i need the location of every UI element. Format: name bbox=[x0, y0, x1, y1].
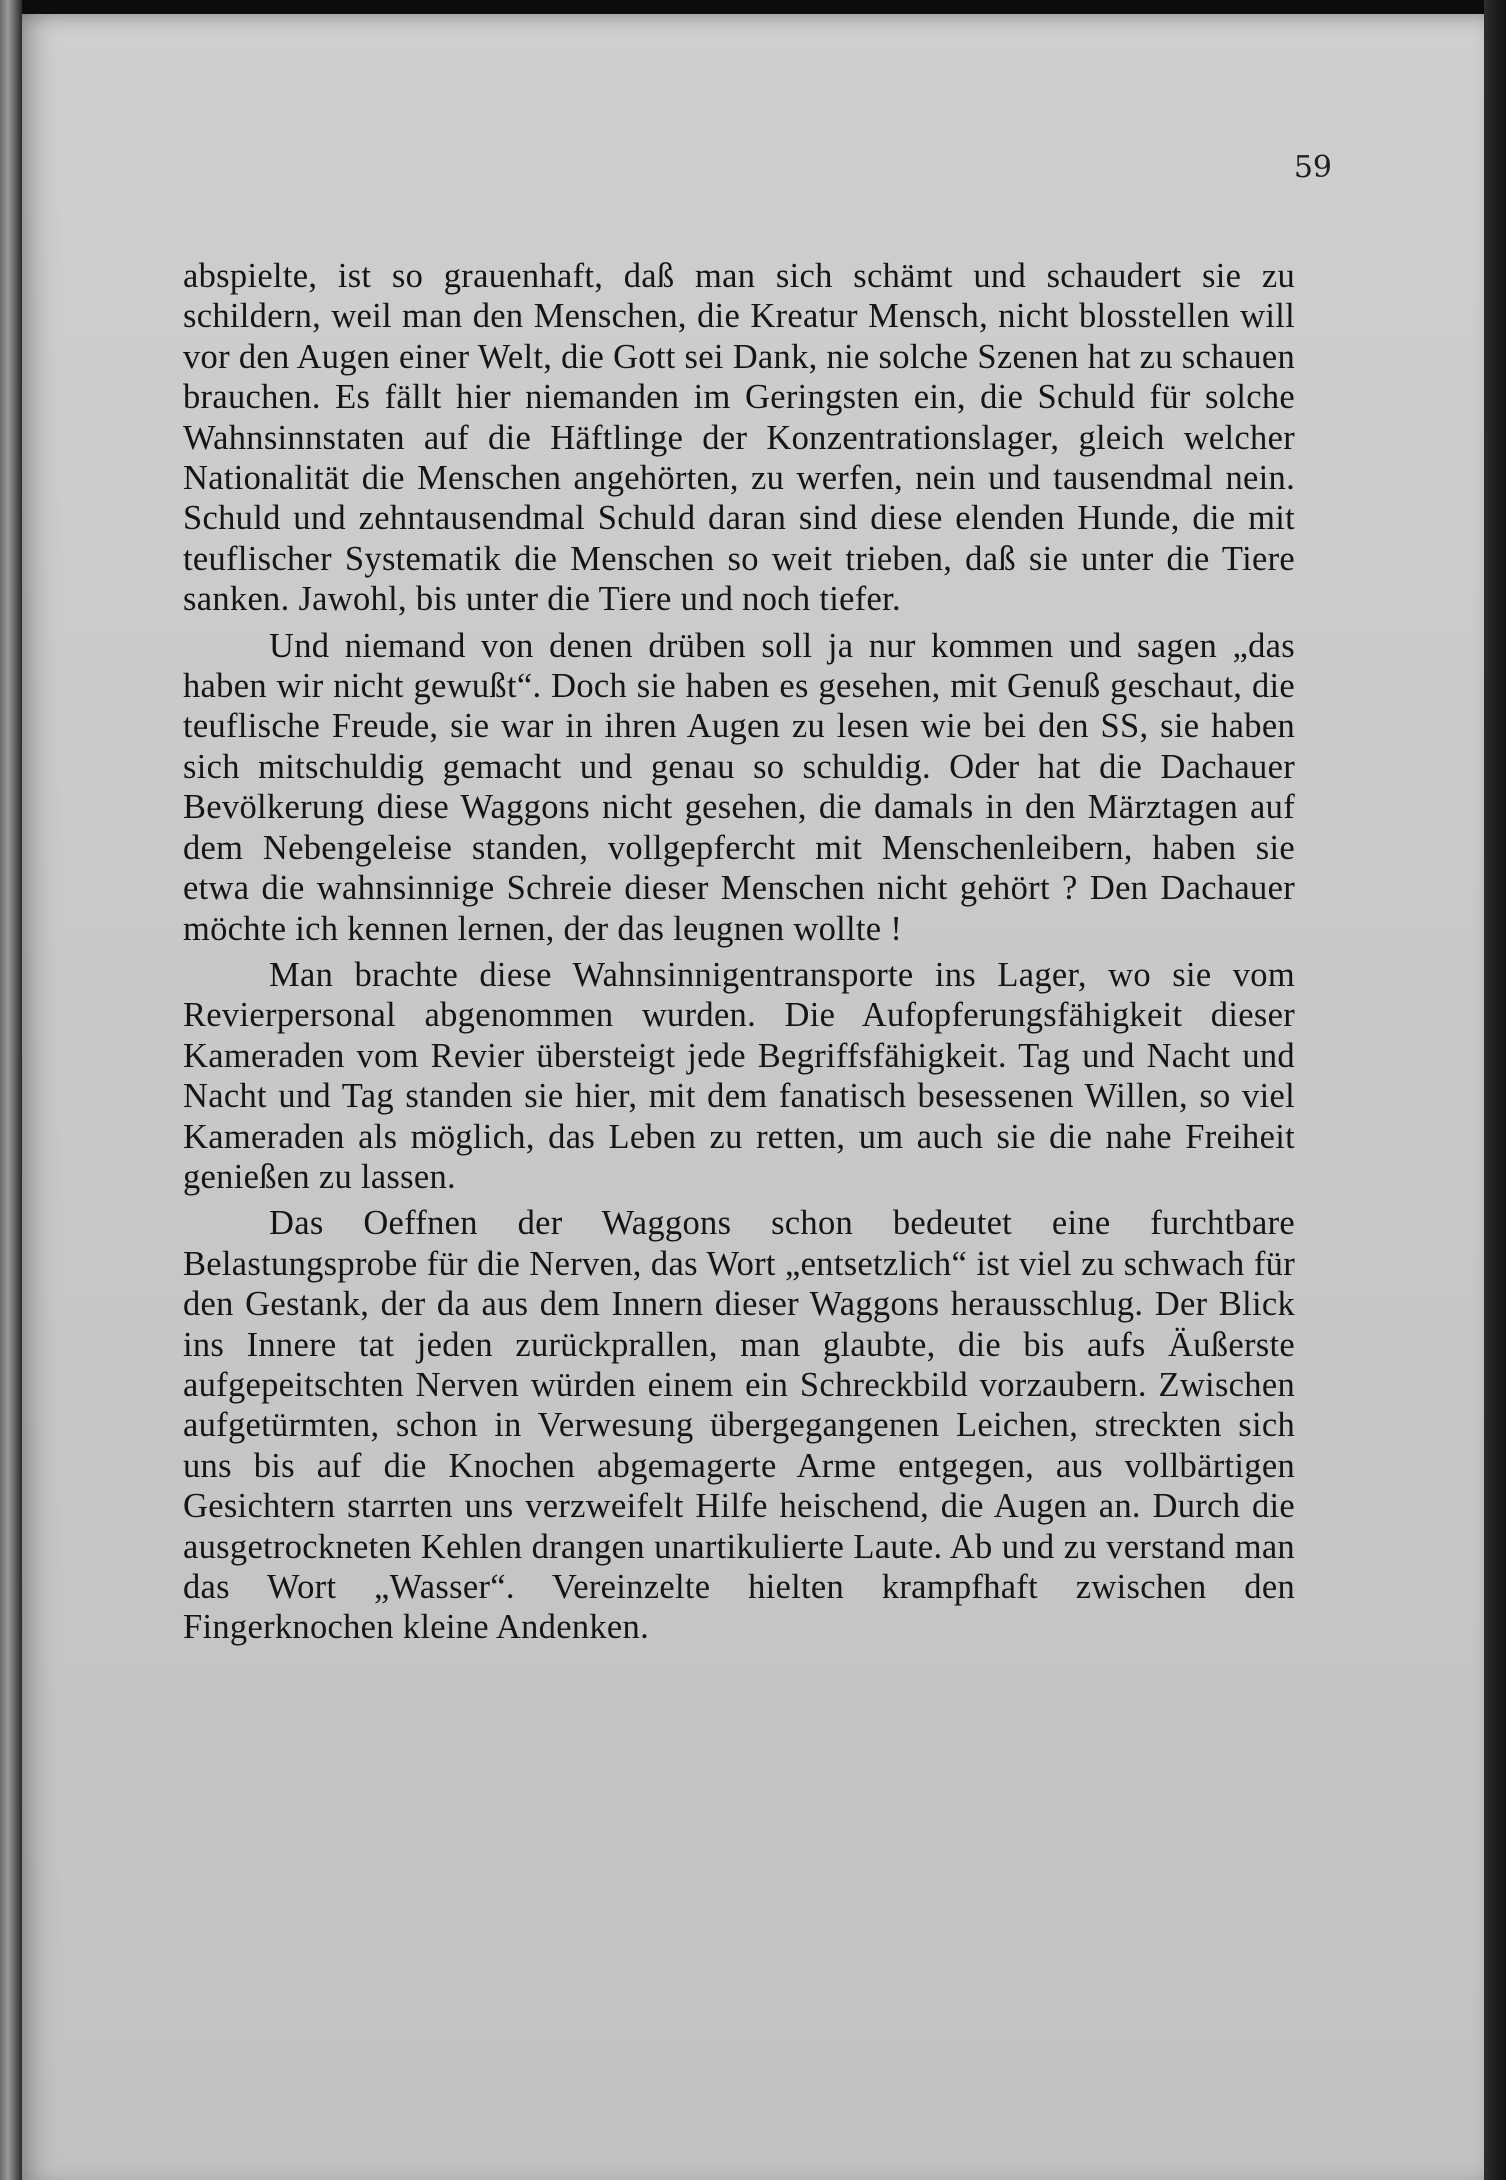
paragraph-2: Und niemand von denen drüben soll ja nur kommen und sagen „das haben wir nicht gewußt“. Doch sie haben es gesehen, mit Genuß geschaut, die teuflische Freude, sie war in ihren Augen zu lesen wie bei den SS, sie haben sich mitschuldig gemacht und genau so schuldig. Oder hat die Dachauer Bevölkerung diese Waggons nicht gesehen, die damals in den Märztagen auf dem Nebengeleise standen, vollgepfercht mit Menschenleibern, haben sie etwa die wahnsinnige Schreie dieser Menschen nicht gehört ? Den Dachauer möchte ich kennen lernen, der das leugnen wollte ! bbox=[183, 626, 1295, 948]
paragraph-4: Das Oeffnen der Waggons schon bedeutet eine furchtbare Belastungsprobe für die Nerven, das Wort „entsetzlich“ ist viel zu schwach für den Gestank, der da aus dem Innern dieser Waggons herausschlug. Der Blick ins Innere tat jeden zurückprallen, man glaubte, die bis aufs Äußerste aufgepeitschten Nerven würden einem ein Schreckbild vorzaubern. Zwischen aufgetürmten, schon in Verwesung übergegangenen Leichen, streckten sich uns bis auf die Knochen abgemagerte Arme entgegen, aus vollbärtigen Gesichtern starrten uns verzweifelt Hilfe heischend, die Augen an. Durch die ausgetrockneten Kehlen drangen unartikulierte Laute. Ab und zu verstand man das Wort „Wasser“. Vereinzelte hielten krampfhaft zwischen den Fingerknochen kleine Andenken. bbox=[183, 1204, 1295, 1647]
body-text bbox=[183, 256, 1295, 1648]
page-number: 59 bbox=[1293, 150, 1332, 185]
paragraph-3: Man brachte diese Wahnsinnigentransporte ins Lager, wo sie vom Revierpersonal abgenommen wurden. Die Aufopferungsfähigkeit dieser Kameraden vom Revier übersteigt jede Begriffsfähigkeit. Tag und Nacht und Nacht und Tag standen sie hier, mit dem fanatisch besessenen Willen, so viel Kameraden als möglich, das Leben zu retten, um auch sie die nahe Freiheit genießen zu lassen. bbox=[183, 955, 1295, 1196]
book-spine-edge bbox=[0, 0, 22, 2180]
scan-top-edge bbox=[0, 0, 1506, 14]
paragraph-1: abspielte, ist so grauenhaft, daß man sich schämt und schaudert sie zu schildern, weil man den Menschen, die Kreatur Mensch, nicht blosstellen will vor den Augen einer Welt, die Gott sei Dank, nie solche Szenen hat zu schauen brauchen. Es fällt hier niemanden im Geringsten ein, die Schuld für solche Wahnsinnstaten auf die Häftlinge der Konzentrationslager, gleich welcher Nationalität die Menschen angehörten, zu werfen, nein und tausendmal nein. Schuld und zehntausendmal Schuld daran sind diese elenden Hunde, die mit teuflischer Systematik die Menschen so weit trieben, daß sie unter die Tiere sanken. Jawohl, bis unter die Tiere und noch tiefer. bbox=[183, 257, 1295, 619]
scan-right-edge bbox=[1484, 0, 1506, 2180]
